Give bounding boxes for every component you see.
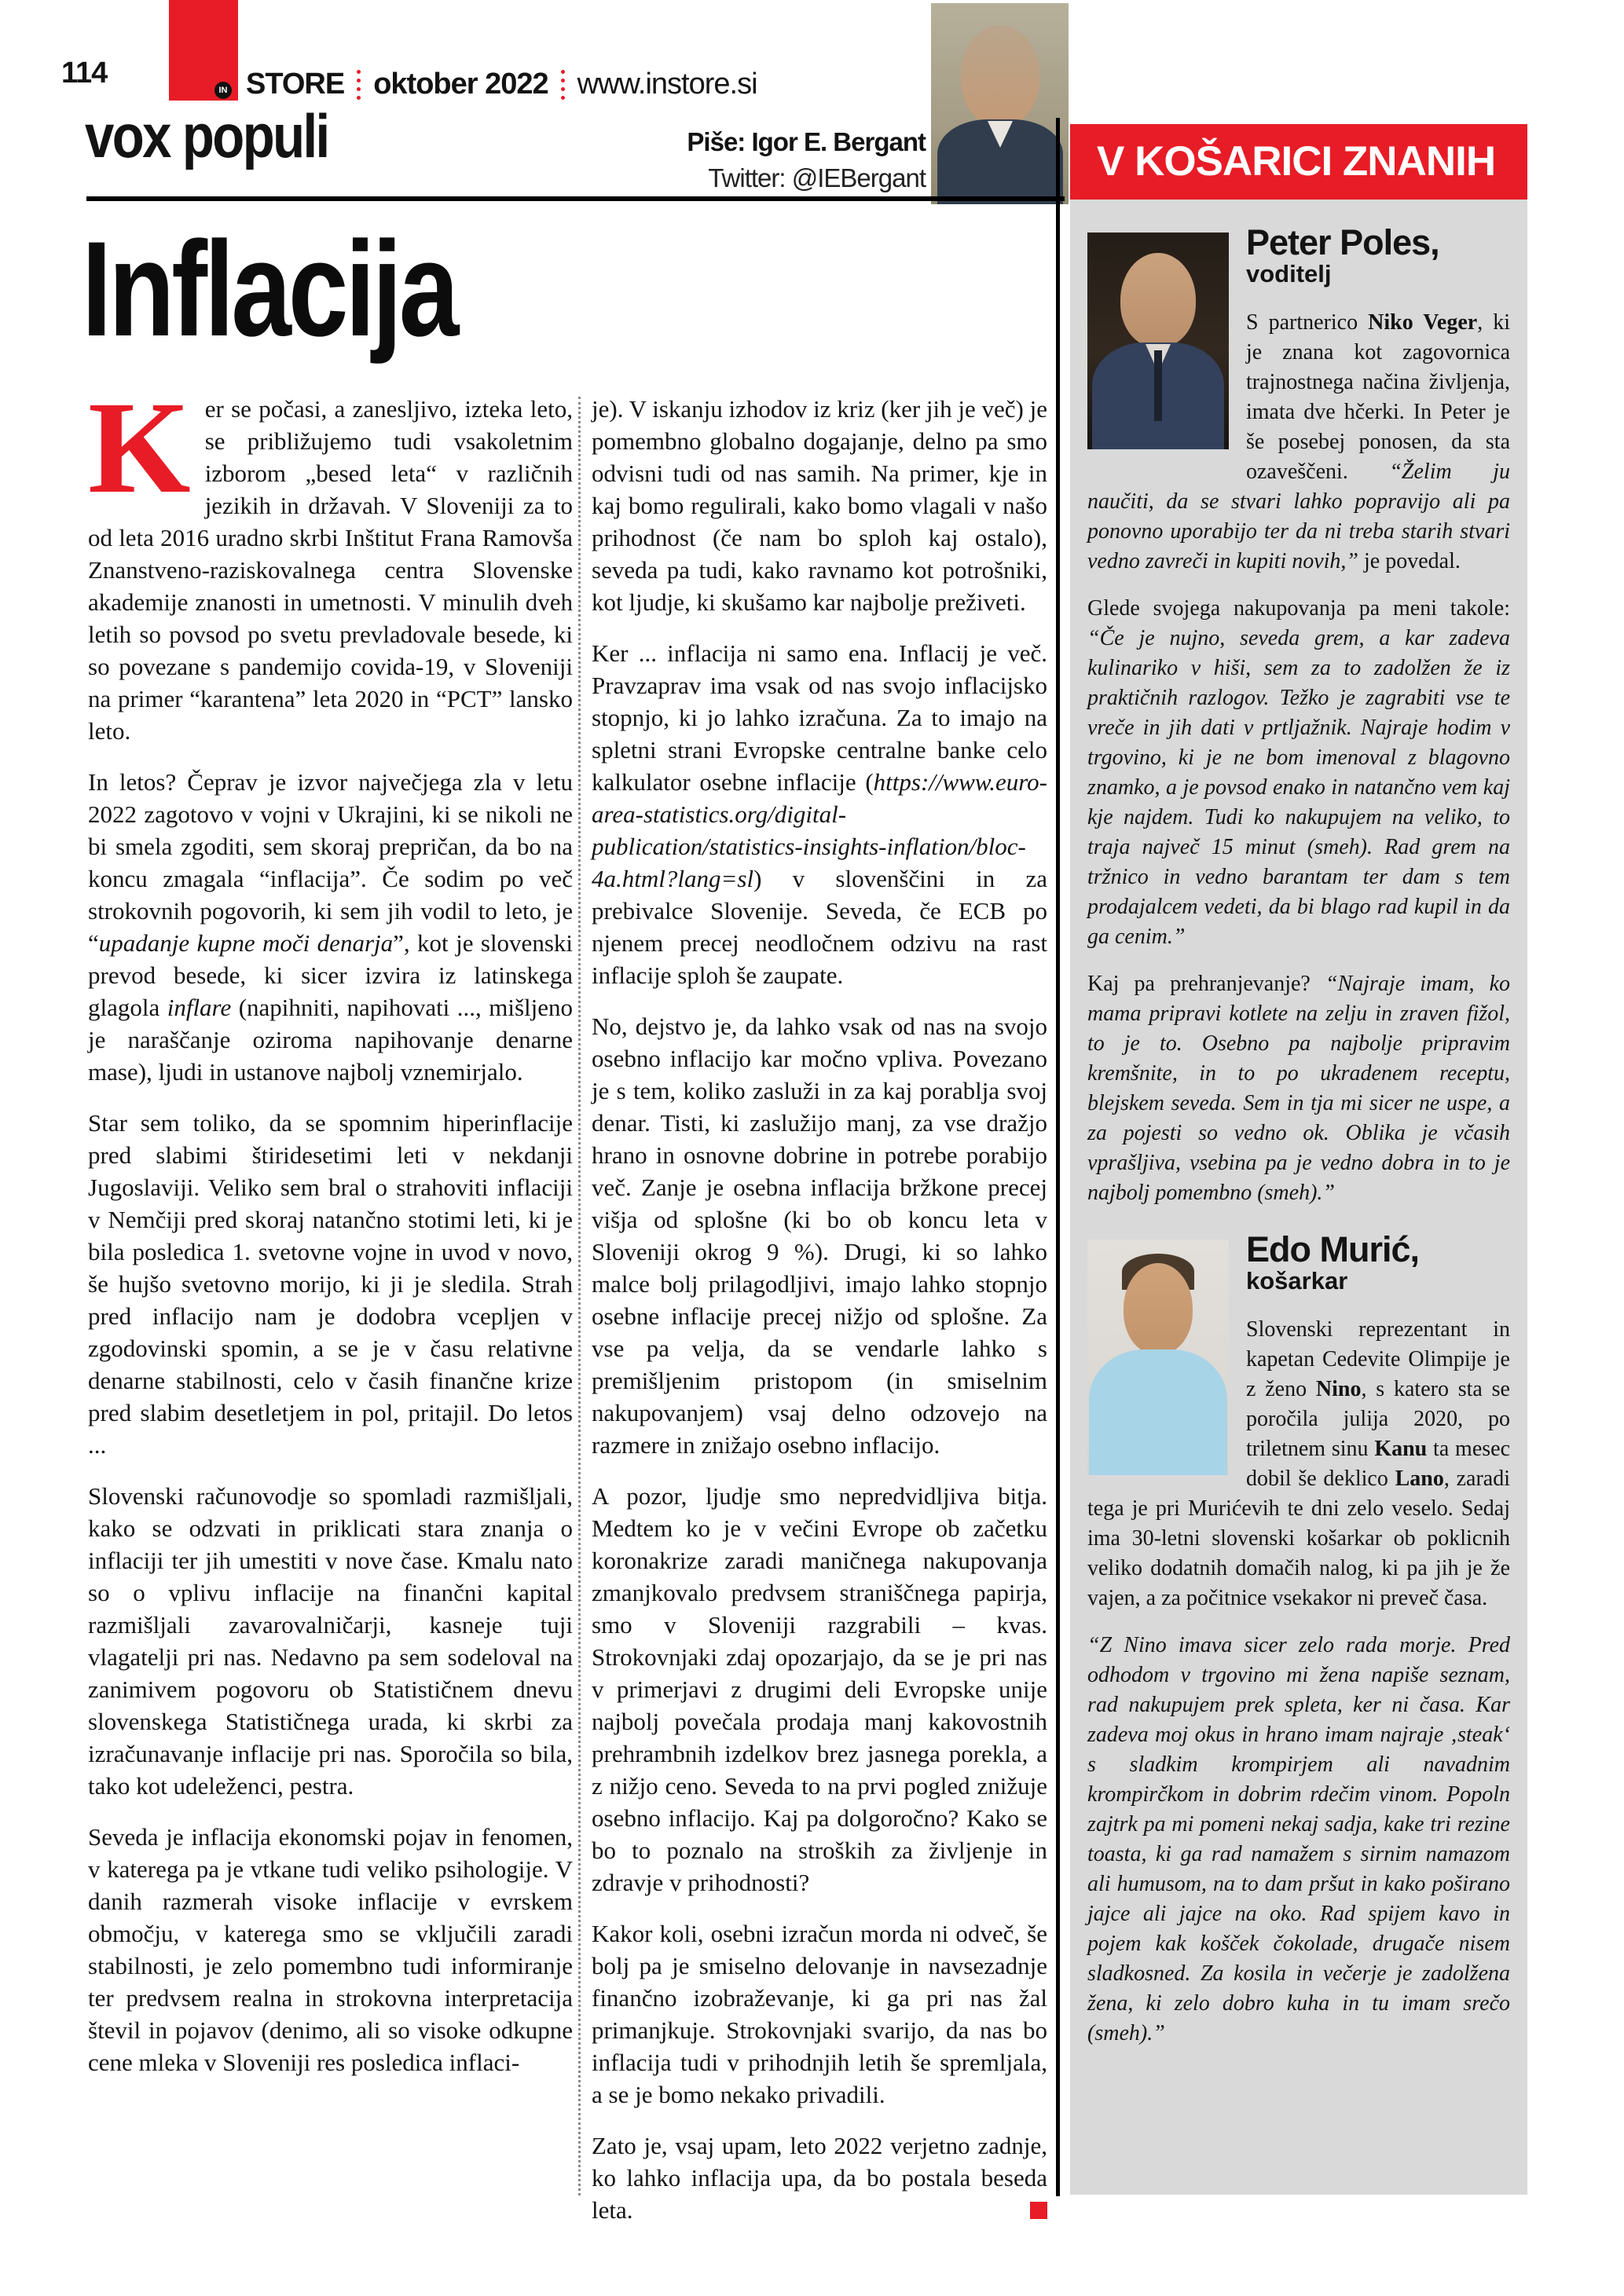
profile-name: Edo Murić, [1246,1229,1420,1269]
header-rule [86,196,1065,201]
edo-muric-photo [1087,1240,1229,1475]
article-column-1 [88,375,573,2097]
paragraph: S partnerico Niko Veger, ki je znana kot zagovornica trajnostnega načina življenja, imata dve hčerki. In Peter je še posebej ponosen, da sta ozaveščeni. “Želim ju naučiti, da se stvari lahko popravijo ali pa ponovno uporabijo ter da ni treba starih stvari vedno zavreči in kupiti novih,” je povedal. [1087,310,1511,573]
edo-muric-photo-shirt [1089,1349,1227,1475]
profile-role: voditelj [1246,260,1332,287]
paragraph: je). V iskanju izhodov iz kriz (ker jih je več) je pomembno globalno dogajanje, delno pa smo odvisni tudi od nas samih. Na primer, kje in kaj bomo regulirali, kako bomo vlagali v našo prihodnost (če nam bo sploh kaj ostalo), seveda pa tudi, kako ravnamo kot potrošniki, kot ljudje, ki skušamo kar najbolje preživeti. [592,395,1047,616]
dotted-separator-icon [357,70,361,100]
article-column-2 [592,393,1047,2245]
end-mark [1030,2202,1047,2219]
header-line [246,68,757,101]
article-title: Inflacija [82,214,456,364]
instore-logo-redbox [169,0,238,101]
sidebar-title-banner: V KOŠARICI ZNANIH [1070,124,1527,200]
author-photo [931,3,1069,204]
column-separator-dotted [578,397,581,2195]
website-url: www.instore.si [577,68,757,101]
instore-logo-text: STORE [246,68,345,101]
author-byline: Piše: Igor E. Bergant [687,127,926,156]
author-twitter: Twitter: @IEBergant [708,163,926,192]
paragraph: “Z Nino imava sicer zelo rada morje. Pred odhodom v trgovino mi žena napiše seznam, rad nakupujem prek spleta, ker ni časa. Kar zadeva moj okus in hrano imam najraje ‚steak‘ s sladkim krompirjem ali navadnim krompirčkom in dobrim rdečim vinom. Popoln zajtrk pa mi pomeni nekaj sadja, kake tri rezine toasta, ki ga rad namažem s sirnim namazom ali humusom, na to dam pršut in kako poširano jajce ali jajce na oko. Rad spijem kavo in pojem kak košček čokolade, drugače nisem sladkosned. Za kosila in večerje je zadolžena žena, ki zelo dobro kuha in tu imam srečo (smeh).” [1087,1633,1510,2045]
paragraph: Star sem toliko, da se spomnim hiperinflacije pred slabimi štiridesetimi leti v nekdanji Jugoslaviji. Veliko sem bral o strahoviti inflaciji v Nemčiji pred skoraj natančno stotimi leti, ki je bila posledica 1. svetovne vojne in uvod v novo, še hujšo svetovno morijo, ki ji je sledila. Strah pred inflacijo nam je dodobra vcepljen v zgodovinski spomin, a se je v času relativne denarne stabilnosti, celo v časih finančne krize pred slabim desetletjem in pol, pritajil. Do letos ... [88,1109,573,1459]
profile-peter-poles [1087,222,1511,1208]
drop-cap: K [88,375,191,521]
peter-poles-photo-face [1120,253,1196,347]
page-number: 114 [61,57,108,90]
author-photo-face [961,25,1039,126]
sidebar-divider-rule [1056,118,1060,2196]
paragraph: Kakor koli, osebni izračun morda ni odveč, še bolj pa je smiselno delovanje in navsezadnje finančno izobraževanje, ki ga pri nas žal primanjkuje. Strokovnjaki svarijo, da nas bo inflacija tudi v prihodnjih letih še spremljala, a se je bomo nekako privadili. [592,1920,1047,2108]
issue-date: oktober 2022 [373,68,548,101]
byline-block [503,127,926,193]
paragraph: Ker se počasi, a zanesljivo, izteka leto, se približujemo tudi vsakoletnim izborom „besed leta“ v različnih jezikih in državah. V Sloveniji za to od leta 2016 uradno skrbi Inštitut Frana Ramovša Znanstveno-raziskovalnega centra Slovenske akademije znanosti in umetnosti. V minulih dveh letih so povsod po svetu prevladovale besede, ki so povezane s pandemijo covida-19, v Sloveniji na primer “karantena” leta 2020 in “PCT” lansko leto. [88,375,573,745]
profile-role: košarkar [1246,1267,1348,1294]
profile-edo-muric [1087,1229,1510,2049]
paragraph: In letos? Čeprav je izvor največjega zla v letu 2022 zagotovo v vojni v Ukrajini, ki se nikoli ne bi smela zgoditi, sem skoraj prepričan, da bo na koncu zmagala “inflacija”. Če sodim po več strokovnih pogovorih, ki sem jih vodil to leto, je “upadanje kupne moči denarja”, kot je slovenski prevod besede, ki sicer izvira iz latinskega glagola inflare (napihniti, napihovati ..., mišljeno je naraščanje oziroma napihovanje denarne mase), ljudi in ustanove najbolj vznemirjalo. [88,768,573,1086]
paragraph: Zato je, vsaj upam, leto 2022 verjetno zadnje, ko lahko inflacija upa, da bo postala beseda leta. [592,2132,1047,2224]
paragraph: Glede svojega nakupovanja pa meni takole: “Če je nujno, seveda grem, a kar zadeva kulinariko v hiši, sem za to zadolžen že iz praktičnih razlogov. Težko je zagrabiti vse te vreče in jih dati v prtljažnik. Najraje hodim v trgovino, ki je ne bom imenoval z blagovno znamko, a je povsod enako in natančno vem kaj kje najdem. Tudi ko nakupujem na veliko, to traja največ 15 minut (smeh). Rad grem na tržnico in vedno barantam ter dam s tem prodajalcem vedeti, da bi blago rad kupil in da ga cenim.” [1087,596,1510,949]
peter-poles-photo [1087,233,1229,449]
section-title: vox populi [85,101,328,170]
profile-name: Peter Poles, [1246,222,1439,262]
paragraph: Slovenski računovodje so spomladi razmišljali, kako se odzvati in priklicati stara znanja o inflaciji ter jih umestiti v nove čase. Kmalu nato so o vplivu inflacije na finančni kapital razmišljali zavarovalničarji, kasneje tuji vlagatelji pri nas. Nedavno pa sem sodeloval na zanimivem pogovoru ob Statističnem dnevu slovenskega Statističnega urada, ki skrbi za izračunavanje inflacije pri nas. Sporočila so bila, tako kot udeleženci, pestra. [88,1482,573,1800]
paragraph: Seveda je inflacija ekonomski pojav in fenomen, v katerega pa je vtkane tudi veliko psihologije. V danih razmerah visoke inflacije v evrskem območju, v katerega smo se vključili zaradi stabilnosti, je zelo pomembno tudi informiranje ter predvsem realna in strokovna interpretacija števil in pojavov (denimo, ali so visoke odkupne cene mleka v Sloveniji res posledica inflaci- [88,1823,573,2076]
instore-in-icon: IN [214,82,232,99]
peter-poles-photo-tie [1154,350,1162,421]
dotted-separator-icon [561,70,565,100]
paragraph: A pozor, ljudje smo nepredvidljiva bitja. Medtem ko je v večini Evrope ob začetku koronakrize zaradi maničnega nakupovanja zmanjkovalo predvsem straniščnega papirja, smo v Sloveniji razgrabili – kvas. Strokovnjaki zdaj opozarjajo, da se je pri nas v primerjavi z drugimi deli Evropske unije najbolj povečala prodaja manj kakovostnih prehrambnih izdelkov brez jasnega porekla, a z nižjo ceno. Seveda to na prvi pogled znižuje osebno inflacijo. Kaj pa dolgoročno? Kako se bo to poznalo na stroških za življenje in zdravje v prihodnosti? [592,1482,1047,1896]
sidebar-body [1070,200,1527,2195]
edo-muric-photo-face [1124,1263,1193,1354]
paragraph: Ker ... inflacija ni samo ena. Inflacij je več. Pravzaprav ima vsak od nas svojo inflacijsko stopnjo, ki jo lahko izračuna. Za to imajo na spletni strani Evropske centralne banke celo kalkulator osebne inflacije (https://www.euro-area-statistics.org/digital-publication/statistics-insights-inflation/bloc-4a.html?lang=sl) v slovenščini in za prebivalce Slovenije. Seveda, če ECB po njenem precej neodločnem odzivu na rast inflacije sploh še zaupate. [592,639,1047,989]
paragraph: No, dejstvo je, da lahko vsak od nas na svojo osebno inflacijo kar močno vpliva. Povezano je s tem, koliko zasluži in za kaj porablja svoj denar. Tisti, ki zaslužijo manj, za vse dražjo hrano in osnovne dobrine in potrebe porabijo več. Zanje je osebna inflacija bržkone precej višja od splošne (ki bo ob koncu leta v Sloveniji okrog 9 %). Drugi, ki so lahko malce bolj prilagodljivi, imajo lahko stopnjo osebne inflacije precej nižjo od splošne. Za vse pa velja, da se vendarle lahko s premišljenim pristopom (in smiselnim nakupovanjem) vsaj delno odzovejo na razmere in znižajo osebno inflacijo. [592,1013,1047,1459]
paragraph: Slovenski reprezentant in kapetan Cedevite Olimpije je z ženo Nino, s katero sta se poročila julija 2020, po triletnem sinu Kanu ta mesec dobil še deklico Lano, zaradi tega je pri Murićevih te dni zelo veselo. Sedaj ima 30-letni slovenski košarkar ob poklicnih veliko dodatnih domačih nalog, ki pa jih je že vajen, a za počitnice vsekakor ni preveč časa. [1087,1317,1510,1610]
paragraph: Kaj pa prehranjevanje? “Najraje imam, ko mama pripravi kotlete na zelju in zraven fižol, to je to. Osebno pa najbolje pripravim kremšnite, in to po ukradenem receptu, blejskem seveda. Sem in tja mi sicer ne uspe, a za pojesti so vedno ok. Oblika je včasih vprašljiva, vsebina pa je vedno dobra in to je najbolj pomembno (smeh).” [1087,972,1510,1205]
